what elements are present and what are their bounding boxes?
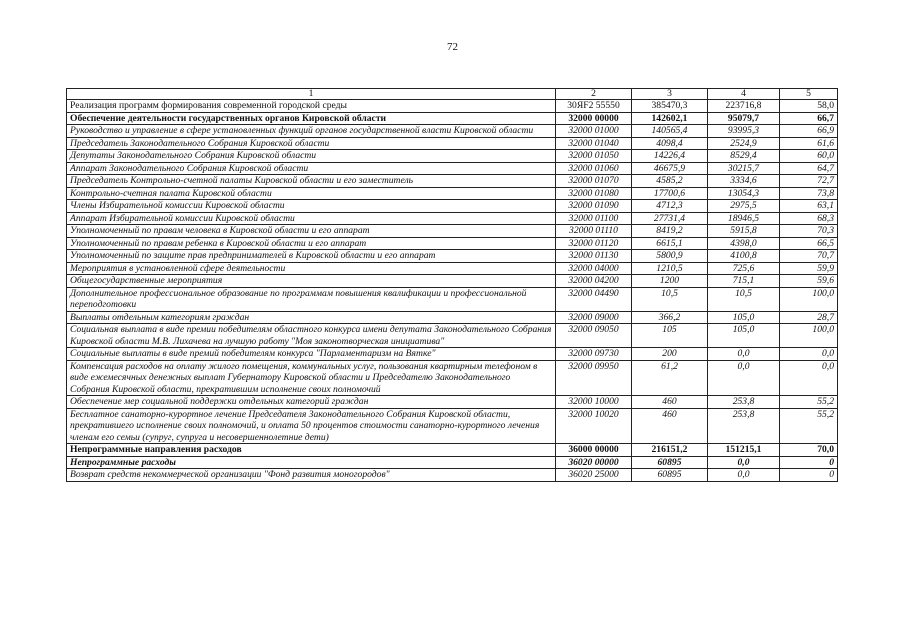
table-row <box>67 187 838 200</box>
row-name-cell: Уполномоченный по защите прав предпринимателей в Кировской области и его аппарат <box>67 250 556 263</box>
row-executed-value-cell: 223716,8 <box>708 100 780 113</box>
row-executed-value-cell: 105,0 <box>708 324 780 348</box>
table-row <box>67 311 838 324</box>
header-cell-2: 2 <box>556 89 632 100</box>
row-code-cell: 32000 10020 <box>556 408 632 444</box>
header-cell-1: 1 <box>67 89 556 100</box>
row-code-cell: 32000 01060 <box>556 162 632 175</box>
row-name-cell: Уполномоченный по правам человека в Кировской области и его аппарат <box>67 225 556 238</box>
row-code-cell: 32000 10000 <box>556 396 632 409</box>
row-planned-value-cell: 4585,2 <box>632 175 708 188</box>
row-name-cell: Руководство и управление в сфере установленных функций органов государственной власти Кировской области <box>67 125 556 138</box>
row-code-cell: 32000 01100 <box>556 212 632 225</box>
header-cell-3: 3 <box>632 89 708 100</box>
row-percent-cell: 63,1 <box>780 200 838 213</box>
table-row <box>67 137 838 150</box>
row-name-cell: Аппарат Законодательного Собрания Кировской области <box>67 162 556 175</box>
row-planned-value-cell: 1210,5 <box>632 262 708 275</box>
row-planned-value-cell: 17700,6 <box>632 187 708 200</box>
row-name-cell: Реализация программ формирования современной городской среды <box>67 100 556 113</box>
row-name-cell: Председатель Контрольно-счетной палаты Кировской области и его заместитель <box>67 175 556 188</box>
row-percent-cell: 66,7 <box>780 112 838 125</box>
row-percent-cell: 100,0 <box>780 287 838 311</box>
row-planned-value-cell: 105 <box>632 324 708 348</box>
header-cell-4: 4 <box>708 89 780 100</box>
row-percent-cell: 0,0 <box>780 360 838 396</box>
row-name-cell: Депутаты Законодательного Собрания Кировской области <box>67 150 556 163</box>
row-percent-cell: 0 <box>780 456 838 469</box>
row-executed-value-cell: 0,0 <box>708 469 780 482</box>
header-cell-5: 5 <box>780 89 838 100</box>
row-percent-cell: 64,7 <box>780 162 838 175</box>
table-row <box>67 112 838 125</box>
row-code-cell: 32000 09950 <box>556 360 632 396</box>
row-percent-cell: 66,9 <box>780 125 838 138</box>
row-name-cell: Компенсация расходов на оплату жилого помещения, коммунальных услуг, пользования квартирным телефоном в виде ежемесячных денежных выплат Губернатору Кировской области и Председателю Законодательного Собрания Кировской области, прекратившим исполнение своих полномочий <box>67 360 556 396</box>
table-row <box>67 250 838 263</box>
row-planned-value-cell: 216151,2 <box>632 444 708 457</box>
row-executed-value-cell: 151215,1 <box>708 444 780 457</box>
row-planned-value-cell: 10,5 <box>632 287 708 311</box>
row-percent-cell: 55,2 <box>780 408 838 444</box>
row-code-cell: 32000 01000 <box>556 125 632 138</box>
row-planned-value-cell: 8419,2 <box>632 225 708 238</box>
row-planned-value-cell: 385470,3 <box>632 100 708 113</box>
row-executed-value-cell: 0,0 <box>708 360 780 396</box>
row-executed-value-cell: 3334,6 <box>708 175 780 188</box>
row-planned-value-cell: 46675,9 <box>632 162 708 175</box>
row-name-cell: Председатель Законодательного Собрания Кировской области <box>67 137 556 150</box>
row-code-cell: 36020 25000 <box>556 469 632 482</box>
row-percent-cell: 0 <box>780 469 838 482</box>
row-planned-value-cell: 60895 <box>632 456 708 469</box>
row-executed-value-cell: 725,6 <box>708 262 780 275</box>
row-name-cell: Непрограммные расходы <box>67 456 556 469</box>
row-percent-cell: 28,7 <box>780 311 838 324</box>
row-percent-cell: 59,9 <box>780 262 838 275</box>
row-name-cell: Контрольно-счетная палата Кировской области <box>67 187 556 200</box>
row-executed-value-cell: 10,5 <box>708 287 780 311</box>
row-code-cell: 32000 01040 <box>556 137 632 150</box>
row-percent-cell: 70,0 <box>780 444 838 457</box>
row-code-cell: 32000 01130 <box>556 250 632 263</box>
table-row <box>67 175 838 188</box>
row-executed-value-cell: 95079,7 <box>708 112 780 125</box>
table-row <box>67 456 838 469</box>
row-planned-value-cell: 460 <box>632 408 708 444</box>
row-code-cell: 32000 01080 <box>556 187 632 200</box>
row-executed-value-cell: 0,0 <box>708 456 780 469</box>
row-percent-cell: 100,0 <box>780 324 838 348</box>
row-percent-cell: 73,8 <box>780 187 838 200</box>
row-planned-value-cell: 366,2 <box>632 311 708 324</box>
row-executed-value-cell: 8529,4 <box>708 150 780 163</box>
row-planned-value-cell: 61,2 <box>632 360 708 396</box>
row-percent-cell: 68,3 <box>780 212 838 225</box>
row-percent-cell: 61,6 <box>780 137 838 150</box>
row-executed-value-cell: 5915,8 <box>708 225 780 238</box>
row-code-cell: 32000 01110 <box>556 225 632 238</box>
row-code-cell: 32000 01070 <box>556 175 632 188</box>
table-row <box>67 275 838 288</box>
row-executed-value-cell: 0,0 <box>708 348 780 361</box>
row-code-cell: 32000 01120 <box>556 237 632 250</box>
table-row <box>67 262 838 275</box>
row-code-cell: 32000 04000 <box>556 262 632 275</box>
row-name-cell: Выплаты отдельным категориям граждан <box>67 311 556 324</box>
page-number: 72 <box>447 41 458 53</box>
row-executed-value-cell: 2524,9 <box>708 137 780 150</box>
row-planned-value-cell: 200 <box>632 348 708 361</box>
table-row <box>67 200 838 213</box>
row-name-cell: Непрограммные направления расходов <box>67 444 556 457</box>
row-planned-value-cell: 142602,1 <box>632 112 708 125</box>
row-executed-value-cell: 253,8 <box>708 396 780 409</box>
table-row <box>67 237 838 250</box>
row-planned-value-cell: 140565,4 <box>632 125 708 138</box>
row-planned-value-cell: 4712,3 <box>632 200 708 213</box>
table-row <box>67 287 838 311</box>
table-row <box>67 212 838 225</box>
row-name-cell: Аппарат Избирательной комиссии Кировской области <box>67 212 556 225</box>
row-code-cell: 32000 00000 <box>556 112 632 125</box>
row-executed-value-cell: 30215,7 <box>708 162 780 175</box>
row-code-cell: 32000 04200 <box>556 275 632 288</box>
row-code-cell: 36000 00000 <box>556 444 632 457</box>
row-name-cell: Общегосударственные мероприятия <box>67 275 556 288</box>
row-code-cell: 32000 01050 <box>556 150 632 163</box>
row-name-cell: Возврат средств некоммерческой организации "Фонд развития моногородов" <box>67 469 556 482</box>
row-name-cell: Обеспечение мер социальной поддержки отдельных категорий граждан <box>67 396 556 409</box>
row-percent-cell: 0,0 <box>780 348 838 361</box>
row-planned-value-cell: 60895 <box>632 469 708 482</box>
row-name-cell: Бесплатное санаторно-курортное лечение Председателя Законодательного Собрания Кировской области, прекратившего исполнение своих полномочий, и оплата 50 процентов стоимости санаторно-курортного лечения членам его семьи (супруг, супруга и несовершеннолетние дети) <box>67 408 556 444</box>
row-code-cell: 36020 00000 <box>556 456 632 469</box>
row-planned-value-cell: 1200 <box>632 275 708 288</box>
table-row <box>67 348 838 361</box>
table-row <box>67 408 838 444</box>
table-row <box>67 162 838 175</box>
table-row <box>67 444 838 457</box>
header-row <box>67 89 838 100</box>
budget-table <box>66 88 838 482</box>
row-executed-value-cell: 18946,5 <box>708 212 780 225</box>
row-code-cell: 32000 09000 <box>556 311 632 324</box>
row-code-cell: 32000 09730 <box>556 348 632 361</box>
row-code-cell: 32000 04490 <box>556 287 632 311</box>
row-percent-cell: 59,6 <box>780 275 838 288</box>
row-executed-value-cell: 105,0 <box>708 311 780 324</box>
row-planned-value-cell: 14226,4 <box>632 150 708 163</box>
row-executed-value-cell: 4398,0 <box>708 237 780 250</box>
table-row <box>67 150 838 163</box>
row-percent-cell: 72,7 <box>780 175 838 188</box>
row-planned-value-cell: 4098,4 <box>632 137 708 150</box>
row-name-cell: Уполномоченный по правам ребенка в Кировской области и его аппарат <box>67 237 556 250</box>
row-percent-cell: 55,2 <box>780 396 838 409</box>
row-executed-value-cell: 2975,5 <box>708 200 780 213</box>
row-code-cell: 30ЯF2 55550 <box>556 100 632 113</box>
row-planned-value-cell: 5800,9 <box>632 250 708 263</box>
table-row <box>67 396 838 409</box>
table-body <box>67 100 838 482</box>
row-planned-value-cell: 6615,1 <box>632 237 708 250</box>
row-name-cell: Социальные выплаты в виде премий победителям конкурса "Парламентаризм на Вятке" <box>67 348 556 361</box>
row-percent-cell: 70,7 <box>780 250 838 263</box>
table-row <box>67 125 838 138</box>
row-executed-value-cell: 4100,8 <box>708 250 780 263</box>
row-planned-value-cell: 460 <box>632 396 708 409</box>
table-row <box>67 100 838 113</box>
table-row <box>67 469 838 482</box>
table-row <box>67 225 838 238</box>
row-percent-cell: 66,5 <box>780 237 838 250</box>
row-executed-value-cell: 93995,3 <box>708 125 780 138</box>
row-name-cell: Дополнительное профессиональное образование по программам повышения квалификации и профессиональной переподготовки <box>67 287 556 311</box>
row-percent-cell: 58,0 <box>780 100 838 113</box>
row-name-cell: Обеспечение деятельности государственных органов Кировской области <box>67 112 556 125</box>
row-executed-value-cell: 13054,3 <box>708 187 780 200</box>
row-executed-value-cell: 253,8 <box>708 408 780 444</box>
table-row <box>67 324 838 348</box>
row-name-cell: Социальная выплата в виде премии победителям областного конкурса имени депутата Законодательного Собрания Кировской области М.В. Лихачева на лучшую работу "Моя законотворческая инициатива" <box>67 324 556 348</box>
row-percent-cell: 60,0 <box>780 150 838 163</box>
row-planned-value-cell: 27731,4 <box>632 212 708 225</box>
row-executed-value-cell: 715,1 <box>708 275 780 288</box>
row-code-cell: 32000 09050 <box>556 324 632 348</box>
row-name-cell: Мероприятия в установленной сфере деятельности <box>67 262 556 275</box>
row-name-cell: Члены Избирательной комиссии Кировской области <box>67 200 556 213</box>
row-code-cell: 32000 01090 <box>556 200 632 213</box>
row-percent-cell: 70,3 <box>780 225 838 238</box>
table-row <box>67 360 838 396</box>
